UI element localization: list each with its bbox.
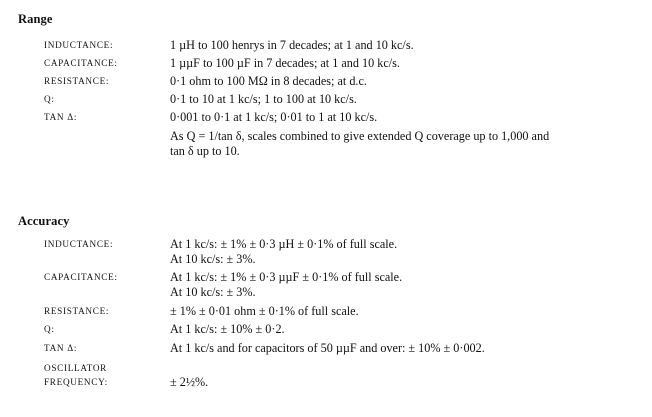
range-value-capacitance-line-1: 1 µµF to 100 µF in 7 decades; at 1 and 10 kc/s. [170, 56, 400, 70]
accuracy-value-inductance-line-1: At 1 kc/s: ± 1% ± 0·3 µH ± 0·1% of full scale. [170, 237, 398, 251]
accuracy-heading: Accuracy [18, 214, 70, 228]
accuracy-value-inductance-line-2: At 10 kc/s: ± 3%. [170, 252, 256, 266]
range-value-tan-delta [170, 110, 377, 125]
range-note [170, 129, 549, 159]
range-value-inductance [170, 38, 414, 53]
range-note-line-1: As Q = 1/tan δ, scales combined to give extended Q coverage up to 1,000 and [170, 129, 550, 143]
range-value-tan-delta-line-1: 0·001 to 0·1 at 1 kc/s; 0·01 to 1 at 10 kc/s. [170, 110, 378, 124]
accuracy-value-q-line-1: At 1 kc/s: ± 10% ± 0·2. [170, 322, 285, 336]
accuracy-label-inductance: INDUCTANCE: [44, 239, 114, 249]
range-heading: Range [18, 12, 53, 26]
accuracy-label-oscillator: OSCILLATOR [44, 363, 107, 373]
range-label-q: Q: [44, 94, 55, 104]
accuracy-value-tan-delta-line-1: At 1 kc/s and for capacitors of 50 µµF and over: ± 10% ± 0·002. [170, 341, 485, 355]
range-value-resistance-line-1: 0·1 ohm to 100 MΩ in 8 decades; at d.c. [170, 74, 367, 88]
accuracy-value-tan-delta [170, 341, 485, 356]
accuracy-value-capacitance-line-1: At 1 kc/s: ± 1% ± 0·3 µµF ± 0·1% of full scale. [170, 270, 403, 284]
range-label-inductance: INDUCTANCE: [44, 40, 114, 50]
accuracy-value-frequency [170, 375, 208, 390]
accuracy-value-capacitance [170, 270, 402, 300]
accuracy-value-resistance-line-1: ± 1% ± 0·01 ohm ± 0·1% of full scale. [170, 304, 359, 318]
range-value-resistance [170, 74, 367, 89]
range-note-line-2: tan δ up to 10. [170, 144, 240, 158]
accuracy-label-capacitance: CAPACITANCE: [44, 272, 118, 282]
range-value-q [170, 92, 357, 107]
accuracy-value-capacitance-line-2: At 10 kc/s: ± 3%. [170, 285, 256, 299]
range-value-capacitance [170, 56, 400, 71]
accuracy-label-resistance: RESISTANCE: [44, 306, 110, 316]
range-label-tan-delta: TAN Δ: [44, 112, 78, 122]
accuracy-label-tan-delta: TAN Δ: [44, 343, 78, 353]
accuracy-value-resistance [170, 304, 359, 319]
range-label-resistance: RESISTANCE: [44, 76, 110, 86]
accuracy-label-q: Q: [44, 324, 55, 334]
range-value-inductance-line-1: 1 µH to 100 henrys in 7 decades; at 1 and 10 kc/s. [170, 38, 414, 52]
accuracy-label-frequency: FREQUENCY: [44, 377, 108, 387]
accuracy-value-q [170, 322, 285, 337]
range-value-q-line-1: 0·1 to 10 at 1 kc/s; 1 to 100 at 10 kc/s. [170, 92, 357, 106]
range-label-capacitance: CAPACITANCE: [44, 58, 118, 68]
accuracy-value-inductance [170, 237, 397, 267]
accuracy-value-frequency-line-1: ± 2½%. [170, 375, 209, 389]
